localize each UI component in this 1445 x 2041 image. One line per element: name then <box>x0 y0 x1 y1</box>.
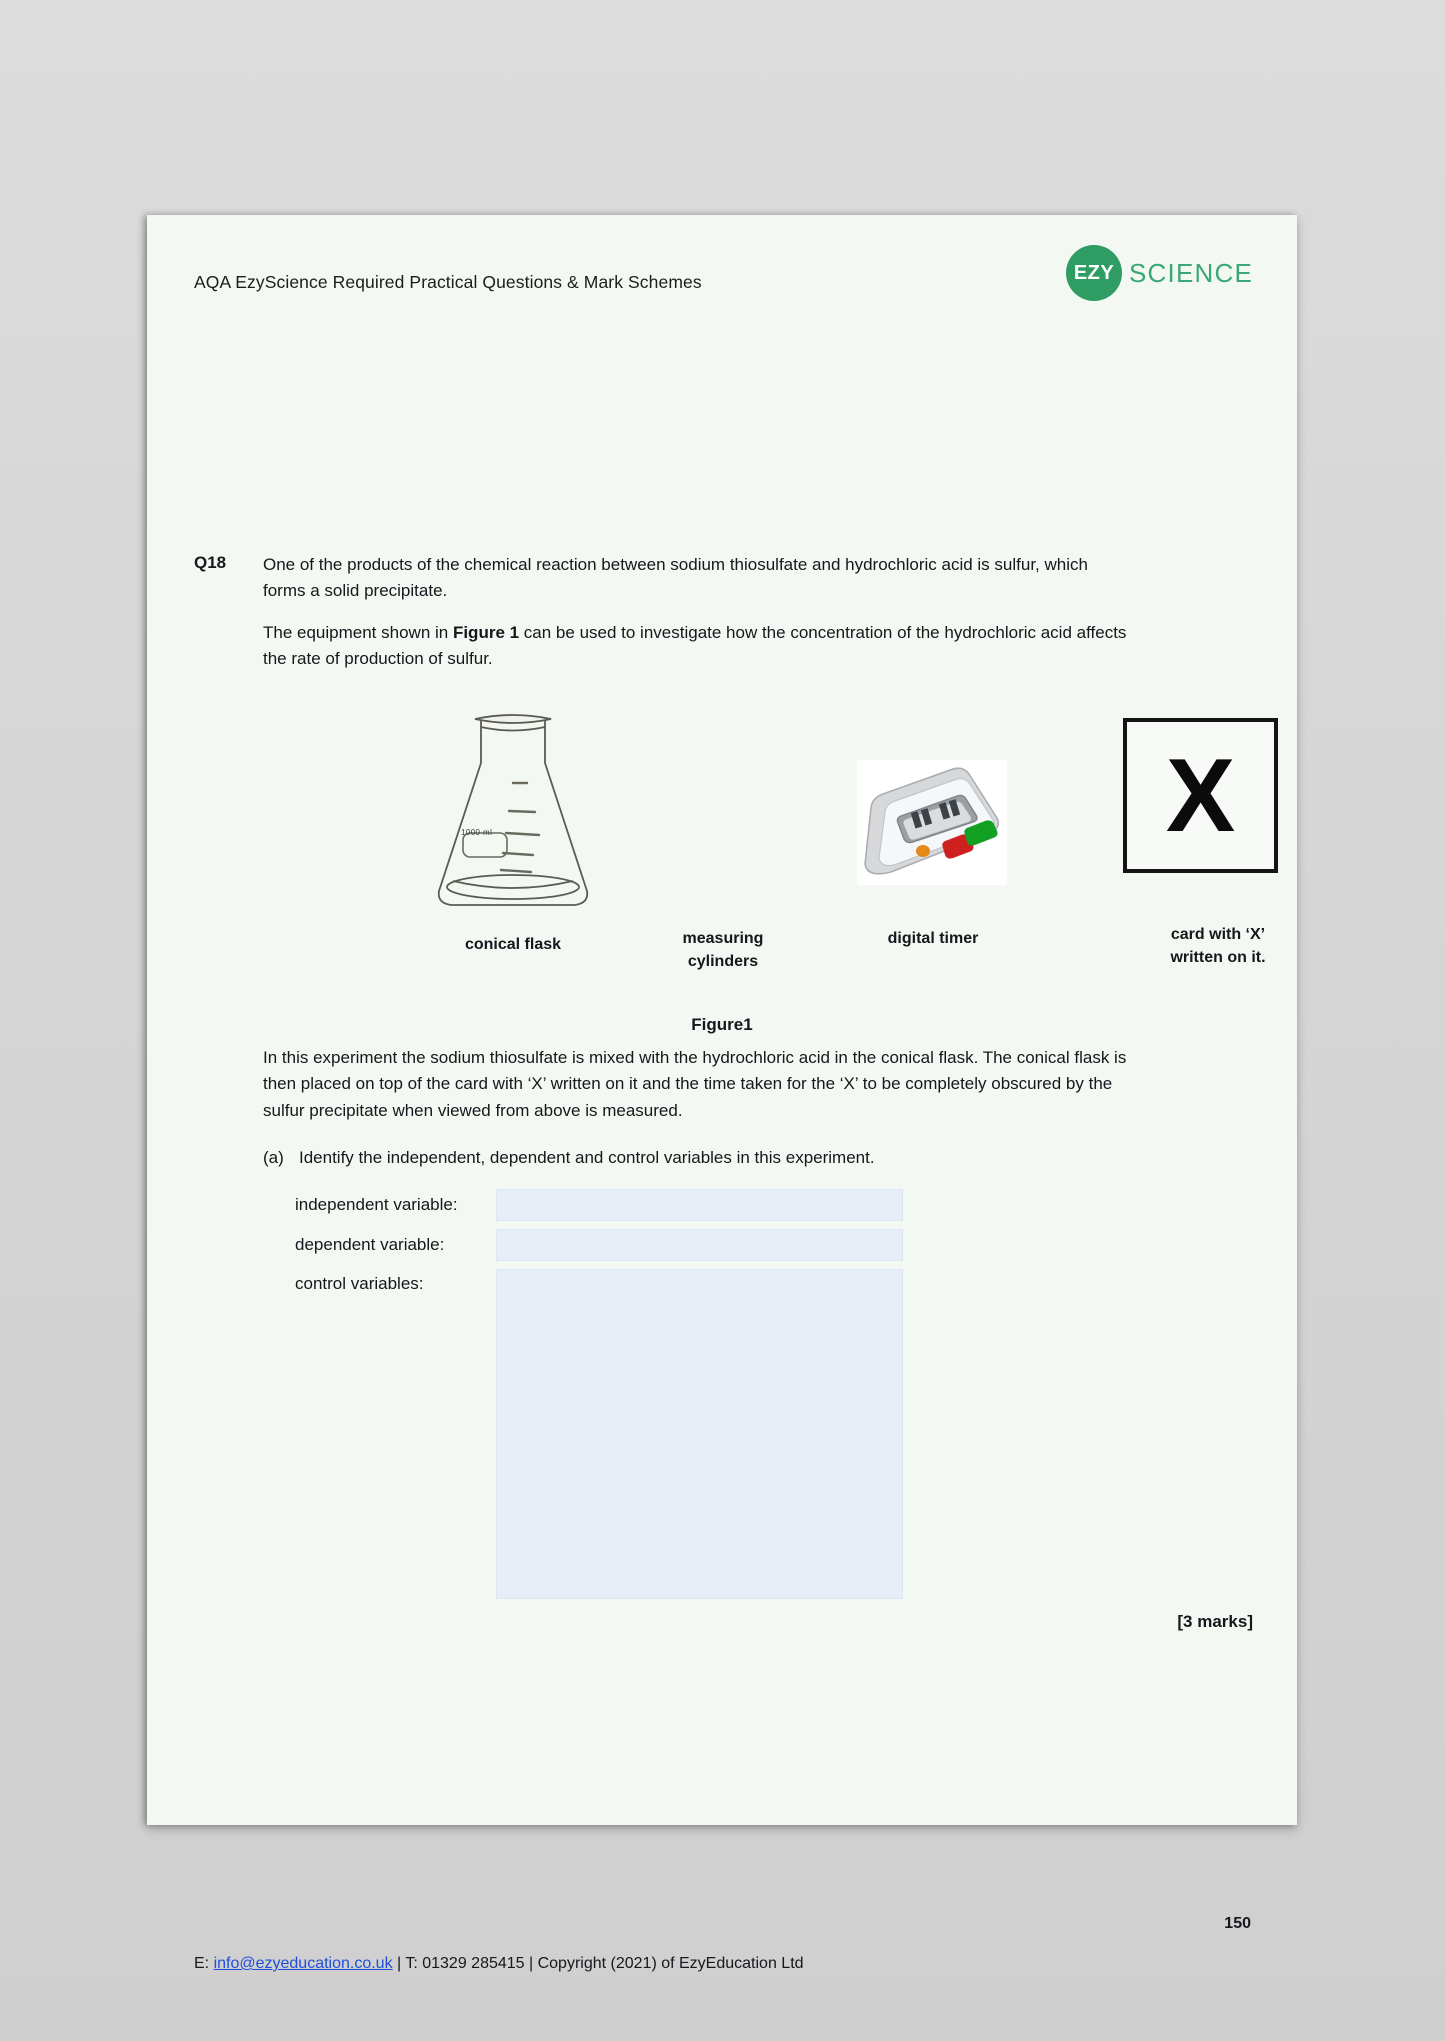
question-paragraph-3: In this experiment the sodium thiosulfate is mixed with the hydrochloric acid in the conical flask. The conical flask is then placed on top of the card with ‘X’ written on it and the time taken for the ‘X’ to be completely obscured by the sulfur precipitate when viewed from above is measured. <box>263 1048 1127 1120</box>
figure-label-x-card <box>1118 923 1318 969</box>
x-card-icon <box>1123 718 1278 873</box>
figure-label-digital-timer: digital timer <box>887 930 979 947</box>
header-title: AQA EzyScience Required Practical Questions & Mark Schemes <box>194 272 702 292</box>
input-control-variables[interactable] <box>496 1269 903 1599</box>
conical-flask-svg <box>423 705 603 920</box>
page-number: 150 <box>1224 1915 1251 1932</box>
figure-label-measuring-cylinders-line2: cylinders <box>687 953 759 971</box>
figure-label-measuring-cylinders-line1: measuring <box>682 930 764 947</box>
input-independent-variable[interactable] <box>496 1189 903 1221</box>
page-header <box>147 215 1297 325</box>
digital-timer-icon <box>857 760 1007 885</box>
logo-circle-icon <box>1066 245 1122 301</box>
logo-mark-text: EZY <box>1073 261 1115 284</box>
conical-flask-icon <box>423 705 603 920</box>
flask-volume-marking: 1000 ml <box>461 828 493 837</box>
question-number: Q18 <box>194 553 227 572</box>
part-a-letter: (a) <box>263 1148 284 1167</box>
ezyscience-logo <box>1066 245 1253 301</box>
figure-reference: Figure 1 <box>452 623 520 642</box>
page-footer <box>194 1955 804 1973</box>
digital-timer-svg <box>857 760 1007 885</box>
label-independent-variable: independent variable: <box>295 1195 458 1214</box>
x-card-letter: X <box>1165 737 1236 854</box>
figure-caption: Figure1 <box>691 1015 753 1034</box>
input-dependent-variable[interactable] <box>496 1229 903 1261</box>
document-page <box>147 215 1297 1972</box>
figure-1-illustrations <box>263 695 1266 975</box>
logo-word-text: SCIENCE <box>1129 257 1253 288</box>
marks-badge: [3 marks] <box>1177 1612 1253 1631</box>
part-a-text: Identify the independent, dependent and control variables in this experiment. <box>299 1148 875 1167</box>
footer-email-link[interactable]: info@ezyeducation.co.uk <box>213 1955 393 1972</box>
paragraph-2-segment-2: can be used to investigate how the concentration of the hydrochloric acid affects the rate of production of sulfur. <box>263 623 1127 669</box>
figure-label-x-card-line2: written on it. <box>1170 949 1266 967</box>
label-control-variables: control variables: <box>295 1274 424 1293</box>
figure-label-conical-flask: conical flask <box>464 936 562 953</box>
question-paragraph-2 <box>263 620 1135 673</box>
label-dependent-variable: dependent variable: <box>295 1235 445 1254</box>
figure-label-measuring-cylinders <box>623 927 823 973</box>
part-a-prompt <box>263 1148 875 1168</box>
figure-label-x-card-line1: card with ‘X’ <box>1170 926 1266 943</box>
footer-rest-text: | T: 01329 285415 | Copyright (2021) of EzyEducation Ltd <box>392 1955 804 1972</box>
x-card-border <box>1123 718 1278 873</box>
footer-email-prefix: E: <box>194 1955 214 1972</box>
paragraph-2-segment-1: The equipment shown in <box>263 623 453 642</box>
question-paragraph-1: One of the products of the chemical reaction between sodium thiosulfate and hydrochloric acid is sulfur, which forms a solid precipitate. <box>263 555 1088 601</box>
